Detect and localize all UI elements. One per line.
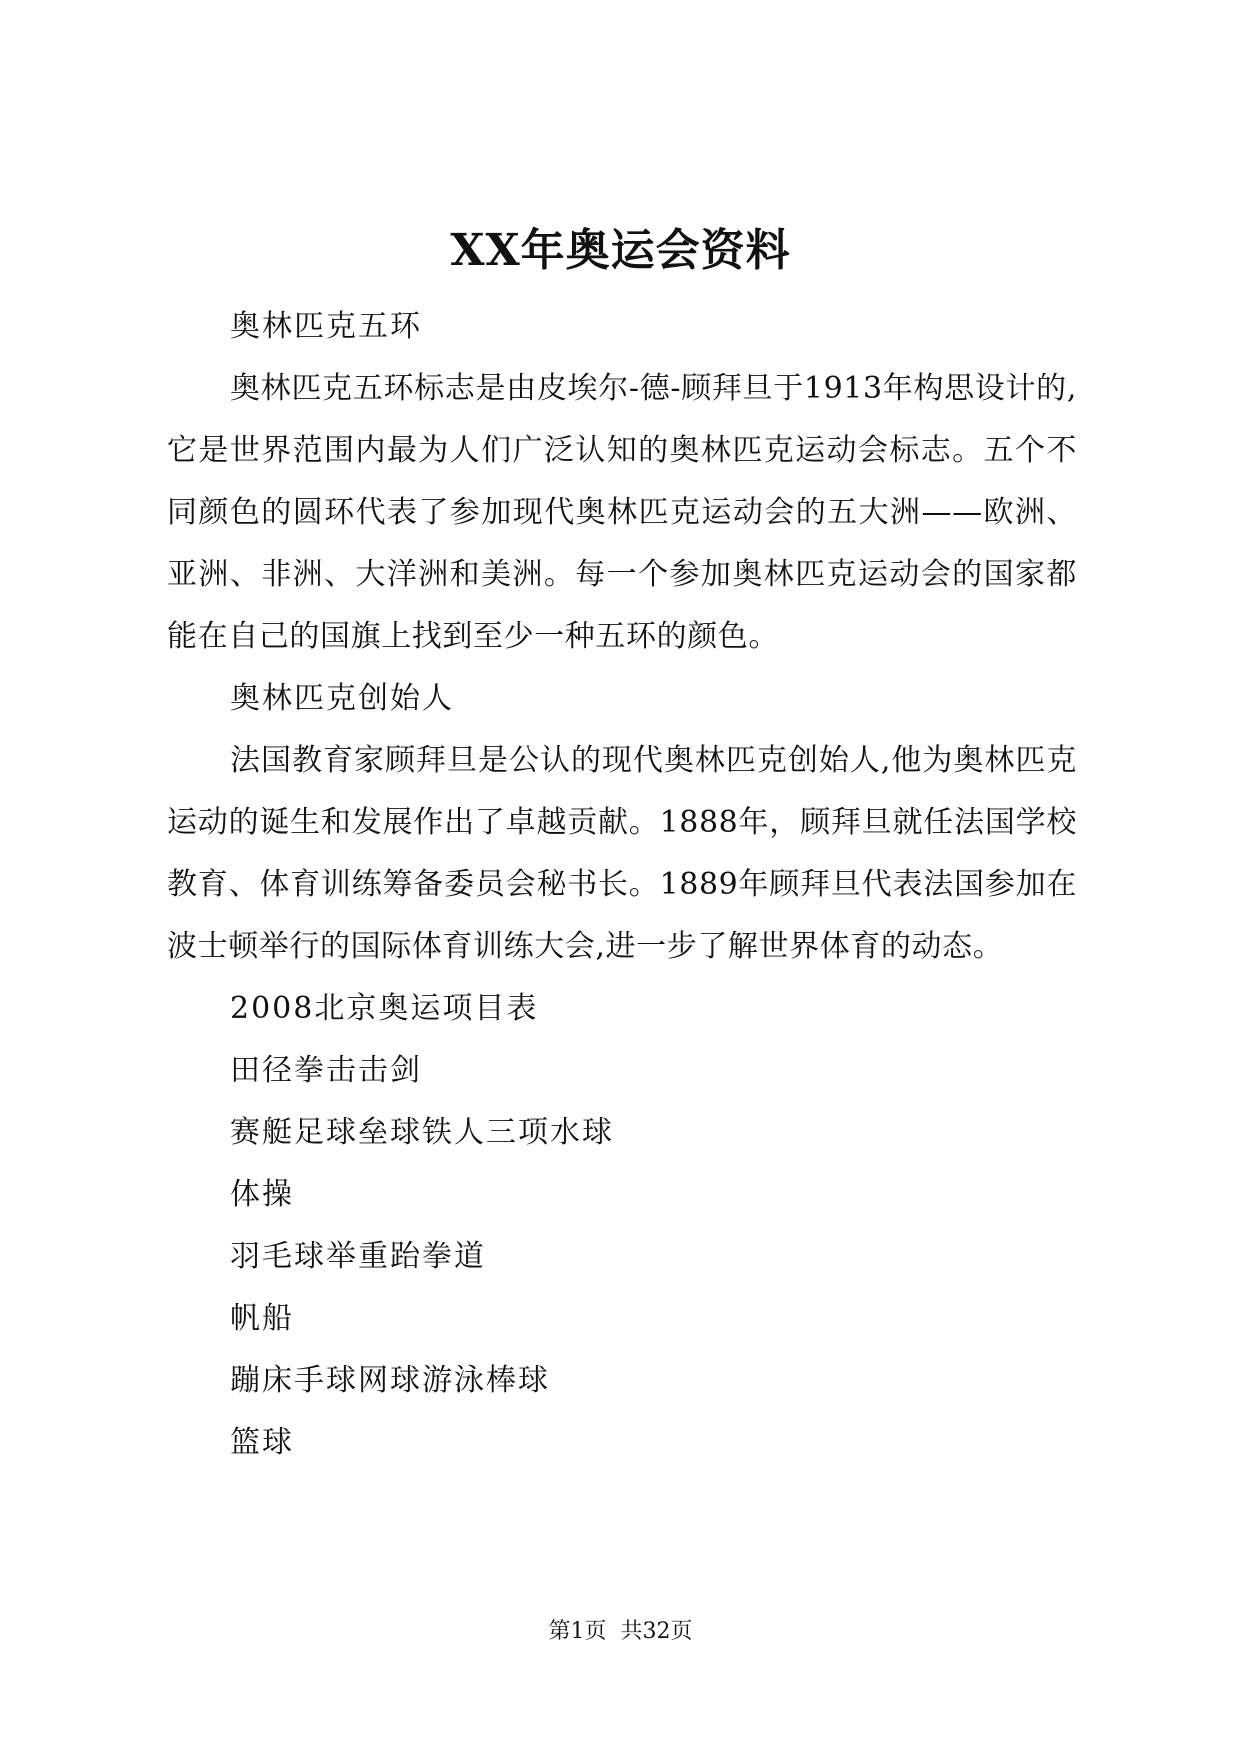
page-number: 第1页 xyxy=(548,1619,607,1644)
document-body xyxy=(167,296,1077,1474)
event-list-item: 羽毛球举重跆拳道 xyxy=(230,1239,486,1274)
event-list-item: 田径拳击击剑 xyxy=(230,1053,422,1088)
paragraph-olympic-rings: 奥林匹克五环标志是由皮埃尔-德-顾拜旦于1913年构思设计的,它是世界范围内最为人们广泛认知的奥林匹克运动会标志。五个不同颜色的圆环代表了参加现代奥林匹克运动会的五大洲——欧洲、亚洲、非洲、大洋洲和美洲。每一个参加奥林匹克运动会的国家都能在自己的国旗上找到至少一种五环的颜色。 xyxy=(167,371,1077,654)
page-footer xyxy=(0,1617,1241,1647)
event-list-item: 赛艇足球垒球铁人三项水球 xyxy=(230,1115,614,1150)
event-list-item: 体操 xyxy=(230,1177,294,1212)
event-list-item: 帆船 xyxy=(230,1301,294,1336)
document-title: XX年奥运会资料 xyxy=(450,225,791,276)
section-heading-founder: 奥林匹克创始人 xyxy=(230,681,454,716)
paragraph-founder: 法国教育家顾拜旦是公认的现代奥林匹克创始人,他为奥林匹克运动的诞生和发展作出了卓越贡献。1888年，顾拜旦就任法国学校教育、体育训练筹备委员会秘书长。1889年顾拜旦代表法国参加在波士顿举行的国际体育训练大会,进一步了解世界体育的动态。 xyxy=(167,743,1077,964)
section-heading-olympic-rings: 奥林匹克五环 xyxy=(230,309,422,344)
section-heading-event-list: 2008北京奥运项目表 xyxy=(230,991,539,1026)
event-list-item: 蹦床手球网球游泳棒球 xyxy=(230,1363,550,1398)
event-list-item: 篮球 xyxy=(230,1425,294,1460)
page-total: 共32页 xyxy=(620,1619,693,1644)
